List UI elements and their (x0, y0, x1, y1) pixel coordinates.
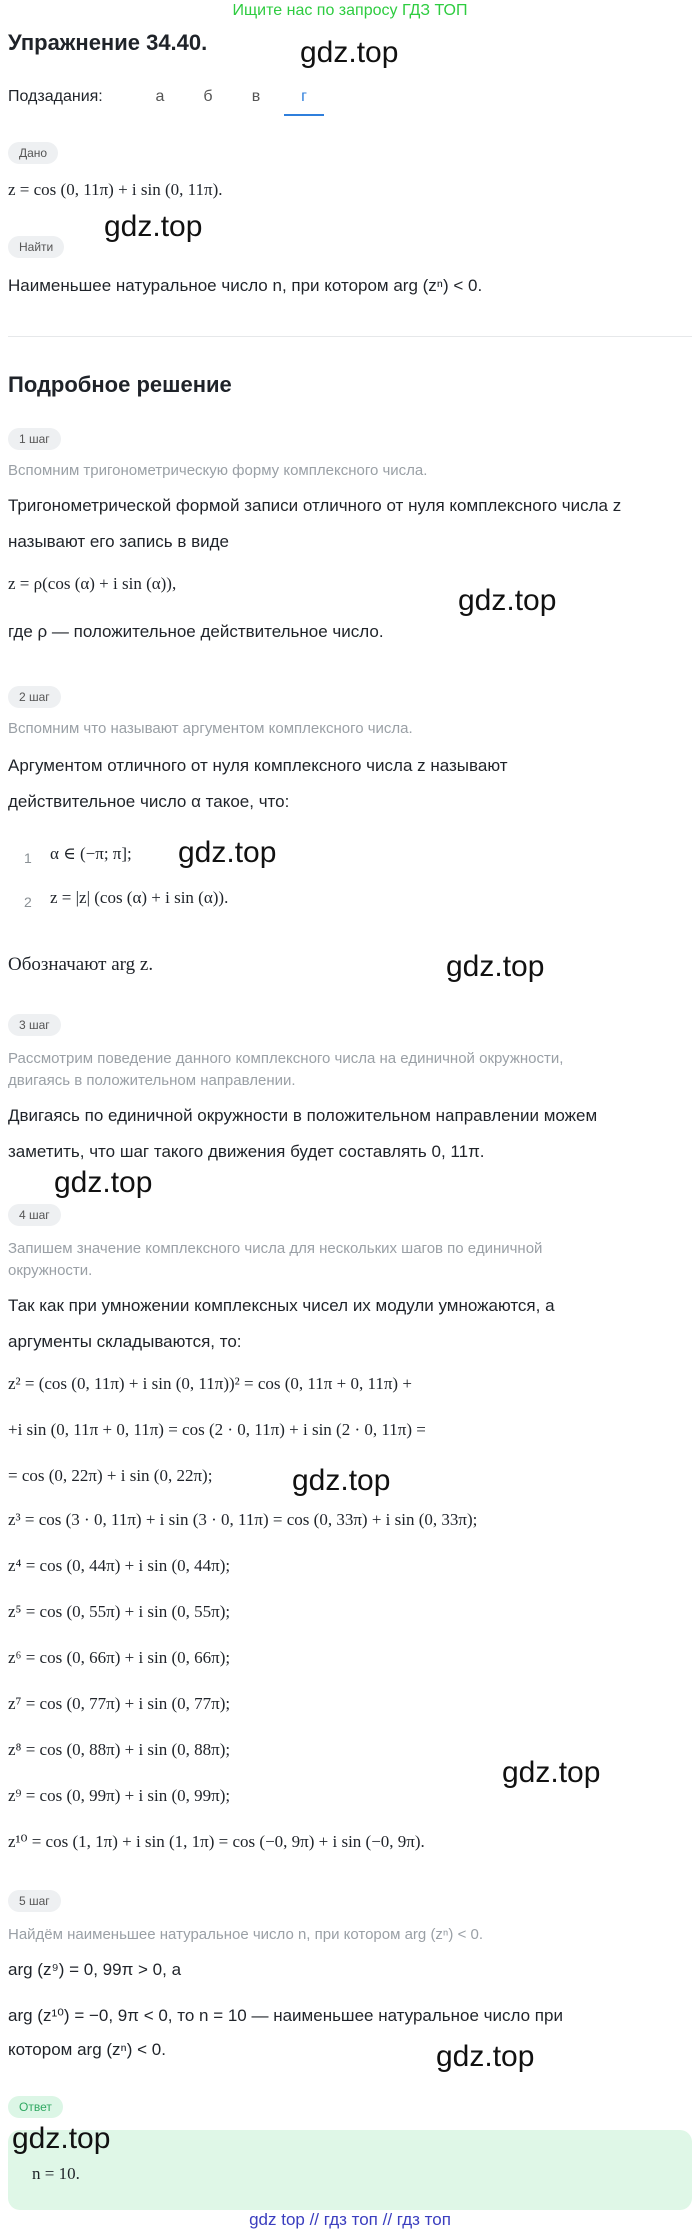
step2-badge: 2 шаг (8, 686, 61, 708)
given-badge: Дано (8, 142, 58, 164)
answer-box (8, 2130, 692, 2210)
list-item-number: 2 (24, 894, 32, 910)
step4-text: Так как при умножении комплексных чисел их модули умножаются, а (8, 1296, 555, 1315)
step4-badge: 4 шаг (8, 1204, 61, 1226)
step3-text: заметить, что шаг такого движения будет составлять 0, 11π. (8, 1142, 485, 1161)
watermark: gdz.top (12, 2122, 111, 2155)
watermark: gdz.top (446, 950, 545, 983)
search-banner[interactable]: Ищите нас по запросу ГДЗ ТОП (232, 2, 468, 19)
formula-line: z⁹ = cos (0, 99π) + i sin (0, 99π); (8, 1786, 231, 1805)
formula-line: = cos (0, 22π) + i sin (0, 22π); (8, 1466, 213, 1485)
watermark: gdz.top (54, 1166, 153, 1199)
watermark: gdz.top (458, 584, 557, 617)
step5-line: arg (z⁹) = 0, 99π > 0, а (8, 1960, 182, 1979)
step4-text: аргументы складываются, то: (8, 1332, 242, 1351)
step2-hint: Вспомним что называют аргументом комплексного числа. (8, 720, 413, 737)
given-formula: z = cos (0, 11π) + i sin (0, 11π). (8, 180, 223, 199)
step2-text: Аргументом отличного от нуля комплексного числа z называют (8, 756, 508, 775)
watermark: gdz.top (436, 2040, 535, 2073)
answer-badge: Ответ (8, 2096, 63, 2118)
subtasks-label: Подзадания: (8, 88, 103, 105)
watermark: gdz.top (104, 210, 203, 243)
tab-b[interactable]: б (203, 88, 213, 105)
step1-text: называют его запись в виде (8, 532, 229, 551)
find-text: Наименьшее натуральное число n, при котором arg (zⁿ) < 0. (8, 276, 483, 295)
step1-badge: 1 шаг (8, 428, 61, 450)
step3-hint: Рассмотрим поведение данного комплексного числа на единичной окружности, (8, 1050, 564, 1067)
answer-value: n = 10. (32, 2164, 80, 2183)
watermark: gdz.top (178, 836, 277, 869)
formula-line: z⁶ = cos (0, 66π) + i sin (0, 66π); (8, 1648, 231, 1667)
list-item-number: 1 (24, 850, 32, 866)
watermark: gdz.top (292, 1464, 391, 1497)
step1-hint: Вспомним тригонометрическую форму комплексного числа. (8, 462, 428, 479)
step3-text: Двигаясь по единичной окружности в положительном направлении можем (8, 1106, 598, 1125)
formula-line: z⁷ = cos (0, 77π) + i sin (0, 77π); (8, 1694, 231, 1713)
tab-a[interactable]: а (155, 88, 165, 105)
step3-hint: двигаясь в положительном направлении. (8, 1072, 296, 1089)
list-item: z = |z| (cos (α) + i sin (α)). (50, 888, 229, 907)
footer-links[interactable]: gdz top // гдз топ // гдз топ (249, 2210, 451, 2229)
step5-hint: Найдём наименьшее натуральное число n, при котором arg (zⁿ) < 0. (8, 1926, 484, 1943)
formula-line: z² = (cos (0, 11π) + i sin (0, 11π))² = cos (0, 11π + 0, 11π) + (8, 1374, 412, 1393)
formula-line: z⁵ = cos (0, 55π) + i sin (0, 55π); (8, 1602, 231, 1621)
formula-line: +i sin (0, 11π + 0, 11π) = cos (2 · 0, 11π) + i sin (2 · 0, 11π) = (8, 1420, 426, 1439)
watermark: gdz.top (300, 36, 399, 69)
step5-badge: 5 шаг (8, 1890, 61, 1912)
find-badge: Найти (8, 236, 64, 258)
divider (8, 336, 692, 337)
step5-line: котором arg (zⁿ) < 0. (8, 2040, 166, 2059)
step2-note: Обозначают arg z. (8, 954, 154, 975)
formula-line: z³ = cos (3 · 0, 11π) + i sin (3 · 0, 11π) = cos (0, 33π) + i sin (0, 33π); (8, 1510, 478, 1529)
step4-hint: окружности. (8, 1262, 93, 1279)
watermark: gdz.top (502, 1756, 601, 1789)
step1-text: где ρ — положительное действительное число. (8, 622, 384, 641)
step4-hint: Запишем значение комплексного числа для нескольких шагов по единичной (8, 1240, 543, 1257)
step2-text: действительное число α такое, что: (8, 792, 290, 811)
subtask-tabs (8, 84, 692, 116)
list-item: α ∈ (−π; π]; (50, 844, 132, 863)
formula-line: z⁸ = cos (0, 88π) + i sin (0, 88π); (8, 1740, 231, 1759)
tab-v[interactable]: в (251, 88, 261, 105)
formula-line: z⁴ = cos (0, 44π) + i sin (0, 44π); (8, 1556, 231, 1575)
page-title: Упражнение 34.40. (8, 30, 208, 55)
solution-title: Подробное решение (8, 372, 232, 397)
tab-g[interactable]: г (284, 88, 324, 116)
step1-text: Тригонометрической формой записи отличного от нуля комплексного числа z (8, 496, 622, 515)
step1-formula: z = ρ(cos (α) + i sin (α)), (8, 574, 177, 593)
step3-badge: 3 шаг (8, 1014, 61, 1036)
formula-line: z¹⁰ = cos (1, 1π) + i sin (1, 1π) = cos (−0, 9π) + i sin (−0, 9π). (8, 1832, 425, 1851)
step5-line: arg (z¹⁰) = −0, 9π < 0, то n = 10 — наименьшее натуральное число при (8, 2006, 563, 2025)
